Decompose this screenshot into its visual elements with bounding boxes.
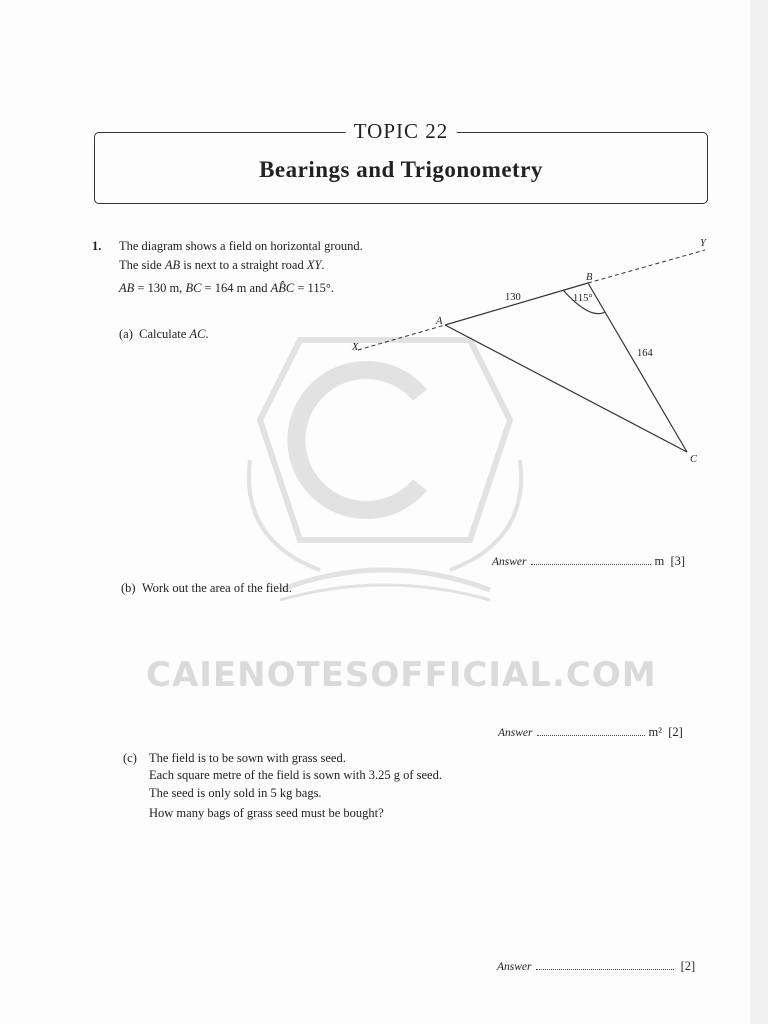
road-segment-xa <box>358 325 445 350</box>
question-number <box>92 239 101 254</box>
triangle-abc <box>445 283 687 452</box>
question-line-1: The diagram shows a field on horizontal ground. <box>119 239 363 253</box>
topic-number: TOPIC 22 <box>346 119 457 144</box>
label-a: A <box>436 316 443 327</box>
label-side-ab: 130 <box>505 292 521 303</box>
part-c-line-2: Each square metre of the field is sown with 3.25 g of seed. <box>149 768 442 782</box>
part-a: (a) Calculate AC. <box>119 327 209 341</box>
label-y: Y <box>700 238 706 249</box>
road-segment-by <box>588 250 705 283</box>
question-line-3: AB = 130 m, BC = 164 m and AB̂C = 115°. <box>119 281 334 295</box>
page-edge <box>750 0 768 1024</box>
topic-title: Bearings and Trigonometry <box>259 157 543 182</box>
part-c-line-1: The field is to be sown with grass seed. <box>149 751 346 765</box>
answer-c-field[interactable] <box>536 960 674 970</box>
answer-a-field[interactable] <box>531 555 651 565</box>
question-number-label: 1. <box>92 239 102 253</box>
part-c-line-3: The seed is only sold in 5 kg bags. <box>149 786 322 800</box>
label-angle-b: 115° <box>573 293 593 304</box>
question-line-2: The side AB is next to a straight road XY. <box>119 258 325 272</box>
part-c-label: (c) <box>123 751 137 765</box>
topic-header-box <box>94 119 708 204</box>
answer-b-field[interactable] <box>537 726 645 736</box>
part-c-line-4: How many bags of grass seed must be bought? <box>149 806 384 820</box>
side-ac <box>445 325 687 452</box>
field-diagram <box>340 230 720 470</box>
label-side-bc: 164 <box>637 348 653 359</box>
answer-line-c: Answer [2] <box>497 959 696 973</box>
label-x: X <box>352 342 359 353</box>
label-c: C <box>690 454 698 465</box>
answer-line-b: Answer m² [2] <box>498 725 683 739</box>
answer-line-a: Answer m [3] <box>492 554 686 568</box>
watermark-text: CAIENOTESOFFICIAL.COM <box>146 655 657 695</box>
part-b: (b) Work out the area of the field. <box>121 581 292 595</box>
label-b: B <box>586 272 593 283</box>
side-ab <box>445 283 588 325</box>
